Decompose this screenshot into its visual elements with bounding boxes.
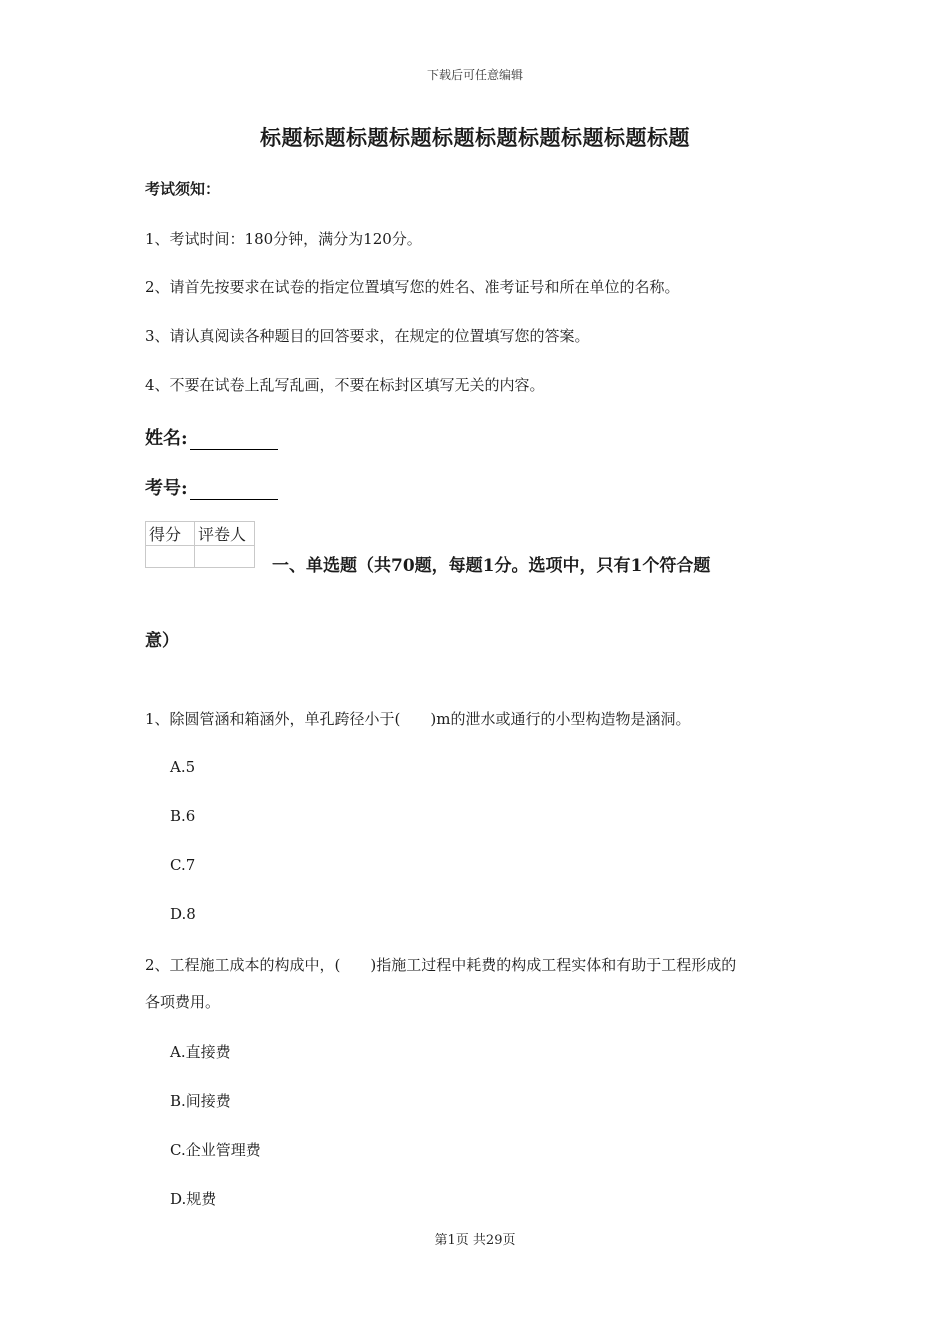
page-footer: 第1页 共29页 [434,1233,516,1248]
question-option: C.7 [170,856,196,874]
notice-item: 2、请首先按要求在试卷的指定位置填写您的姓名、准考证号和所在单位的名称。 [145,278,680,296]
question-stem: 1、除圆管涵和箱涵外，单孔跨径小于( )m的泄水或通行的小型构造物是涵洞。 [145,710,691,728]
name-blank[interactable] [190,431,278,450]
score-table [145,521,255,568]
exam-id-blank[interactable] [190,481,278,500]
name-field [145,424,278,450]
exam-id-label: 考号: [145,478,188,499]
notice-item: 3、请认真阅读各种题目的回答要求，在规定的位置填写您的答案。 [145,327,590,345]
exam-id-field [145,474,278,500]
notice-heading: 考试须知： [145,180,221,198]
score-header: 得分 [146,522,195,546]
name-label: 姓名: [145,428,188,449]
grader-cell[interactable] [195,546,255,568]
question-option: B.间接费 [170,1092,231,1110]
question-option: A.5 [170,758,196,776]
header-note: 下载后可任意编辑 [426,68,523,82]
section-title-continued: 意） [145,631,179,651]
question-option: D.8 [170,905,196,923]
question-option: B.6 [170,807,196,825]
grader-header: 评卷人 [195,522,255,546]
question-stem-continued: 各项费用。 [145,993,221,1011]
score-cell[interactable] [146,546,195,568]
question-option: D.规费 [170,1190,217,1208]
section-title: 一、单选题（共70题，每题1分。选项中，只有1个符合题 [272,556,711,576]
question-stem: 2、工程施工成本的构成中，( )指施工过程中耗费的构成工程实体和有助于工程形成的 [145,956,737,974]
question-option: A.直接费 [170,1043,231,1061]
notice-item: 4、不要在试卷上乱写乱画，不要在标封区填写无关的内容。 [145,376,545,394]
document-title: 标题标题标题标题标题标题标题标题标题标题 [260,125,690,150]
notice-item: 1、考试时间：180分钟，满分为120分。 [145,230,422,248]
question-option: C.企业管理费 [170,1141,261,1159]
